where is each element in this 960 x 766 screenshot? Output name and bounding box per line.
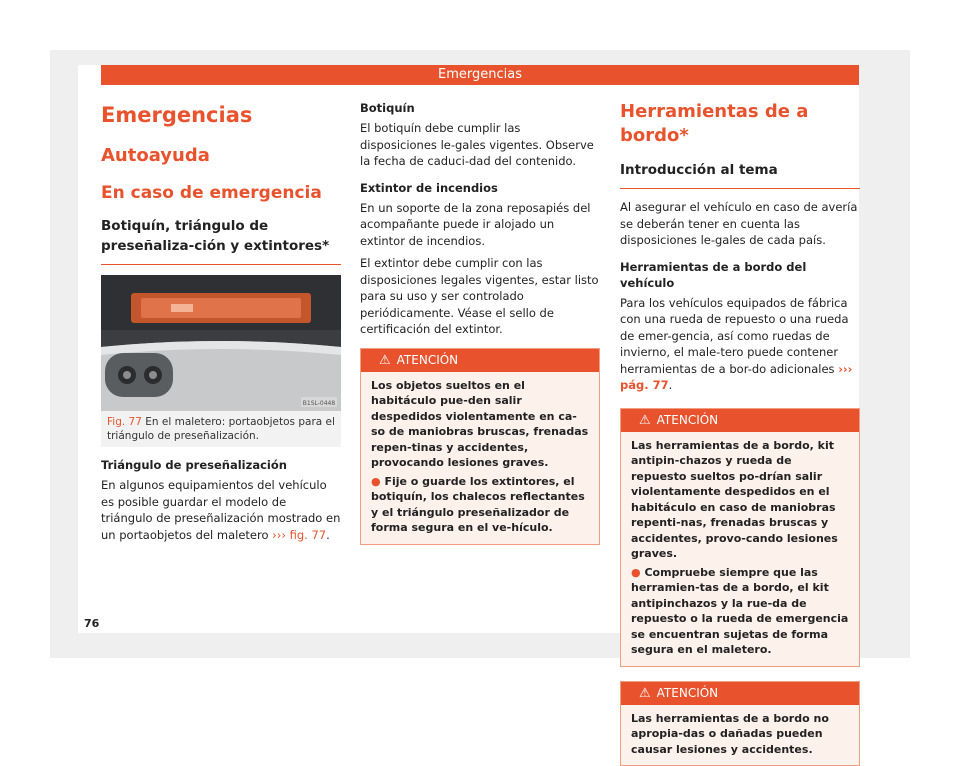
tools-text: Para los vehículos equipados de fábrica con una rueda de repuesto o una rueda de emer-gencia, así como ruedas de invierno, el male-tero puede contener herramientas de a bor-do adicionales: [620, 296, 849, 376]
warning-text: Las herramientas de a bordo, kit antipin-chazos y rueda de repuesto sueltos po-drían salir violentamente despedidos en el habitáculo en caso de maniobras repenti-nas, frenadas bruscas y accidentes, provo-cando lesiones graves.: [631, 438, 849, 562]
subsection-title: En caso de emergencia: [101, 182, 341, 204]
section-title: Autoayuda: [101, 144, 341, 168]
warning-text: Los objetos sueltos en el habitáculo pue-den salir despedidos violentamente en ca-so de maniobras bruscas, frenadas repen-tinas y accidentes, provocando lesiones graves.: [371, 378, 589, 471]
page-number: 76: [84, 617, 99, 630]
triangle-text: En algunos equipamientos del vehículo es posible guardar el modelo de triángulo de preseñalización mostrado en un portaobjetos del maletero: [101, 478, 340, 542]
triangle-subheading: Triángulo de preseñalización: [101, 457, 341, 473]
warning-title: ATENCIÓN: [657, 686, 719, 700]
column-2: [360, 96, 600, 545]
bullet-icon: ●: [371, 475, 384, 488]
section-header-bar: Emergencias: [101, 65, 859, 85]
intro-heading: Introducción al tema: [620, 160, 860, 189]
tools-title: Herramientas de a bordo*: [620, 100, 860, 148]
trunk-illustration: [101, 275, 341, 411]
warning-bullet: [631, 565, 849, 658]
figure-number: Fig. 77: [107, 416, 142, 428]
bullet-icon: ●: [631, 566, 644, 579]
warning-triangle-icon: ⚠: [639, 686, 651, 701]
figure-caption-text: En el maletero: portaobjetos para el triángulo de preseñalización.: [107, 416, 335, 442]
triangle-paragraph: [101, 477, 341, 543]
warning-box: [360, 348, 600, 545]
warning-title: ATENCIÓN: [657, 413, 719, 427]
extinguisher-subheading: Extintor de incendios: [360, 180, 600, 196]
warning-header: [621, 409, 859, 432]
warning-bullet: [371, 474, 589, 536]
warning-bullet-text: Compruebe siempre que las herramien-tas de a bordo, el kit antipinchazos y la rue-da de repuesto o la rueda de emergencia se encuentran sujetas de forma segura en el maletero.: [631, 566, 848, 657]
topic-heading: Botiquín, triángulo de preseñaliza-ción y extintores*: [101, 216, 341, 265]
warning-box-1: [620, 408, 860, 667]
warning-body: [361, 372, 599, 544]
extinguisher-paragraph-2: El extintor debe cumplir con las disposiciones legales vigentes, estar listo para su uso y ser controlado periódicamente. Véase el sello de certificación del extintor.: [360, 255, 600, 338]
sentence-end: .: [326, 528, 330, 542]
column-3: [620, 96, 860, 766]
first-aid-subheading: Botiquín: [360, 100, 600, 116]
warning-title: ATENCIÓN: [397, 353, 459, 367]
warning-triangle-icon: ⚠: [639, 413, 651, 428]
trunk-photo: [101, 275, 341, 411]
column-1: [101, 96, 341, 543]
tools-subheading: Herramientas de a bordo del vehículo: [620, 259, 860, 291]
warning-bullet-text: Fije o guarde los extintores, el botiquín, los chalecos reflectantes y el triángulo preseñalizador de forma segura en el ve-hículo.: [371, 475, 585, 535]
warning-header: [361, 349, 599, 372]
warning-box-2: [620, 681, 860, 766]
sentence-end: .: [669, 378, 673, 392]
warning-body: [621, 432, 859, 666]
chapter-title: Emergencias: [101, 102, 341, 128]
first-aid-paragraph: El botiquín debe cumplir las disposiciones le-gales vigentes. Observe la fecha de caduci-dad del contenido.: [360, 120, 600, 170]
warning-text: Las herramientas de a bordo no apropia-das o dañadas pueden causar lesiones y accidentes.: [631, 711, 849, 758]
warning-body: [621, 705, 859, 766]
intro-paragraph: Al asegurar el vehículo en caso de avería se deberán tener en cuenta las disposiciones le-gales de cada país.: [620, 199, 860, 249]
warning-triangle-icon: ⚠: [379, 353, 391, 368]
tools-paragraph: [620, 295, 860, 394]
fig-reference-link[interactable]: ››› fig. 77: [272, 528, 326, 542]
warning-header: [621, 682, 859, 705]
photo-code-label: B1SL-0448: [303, 400, 336, 407]
page-reference-link[interactable]: ››› pág. 77: [620, 362, 852, 393]
extinguisher-paragraph-1: En un soporte de la zona reposapiés del acompañante puede ir alojado un extintor de incendios.: [360, 200, 600, 250]
figure-caption: [101, 411, 341, 447]
